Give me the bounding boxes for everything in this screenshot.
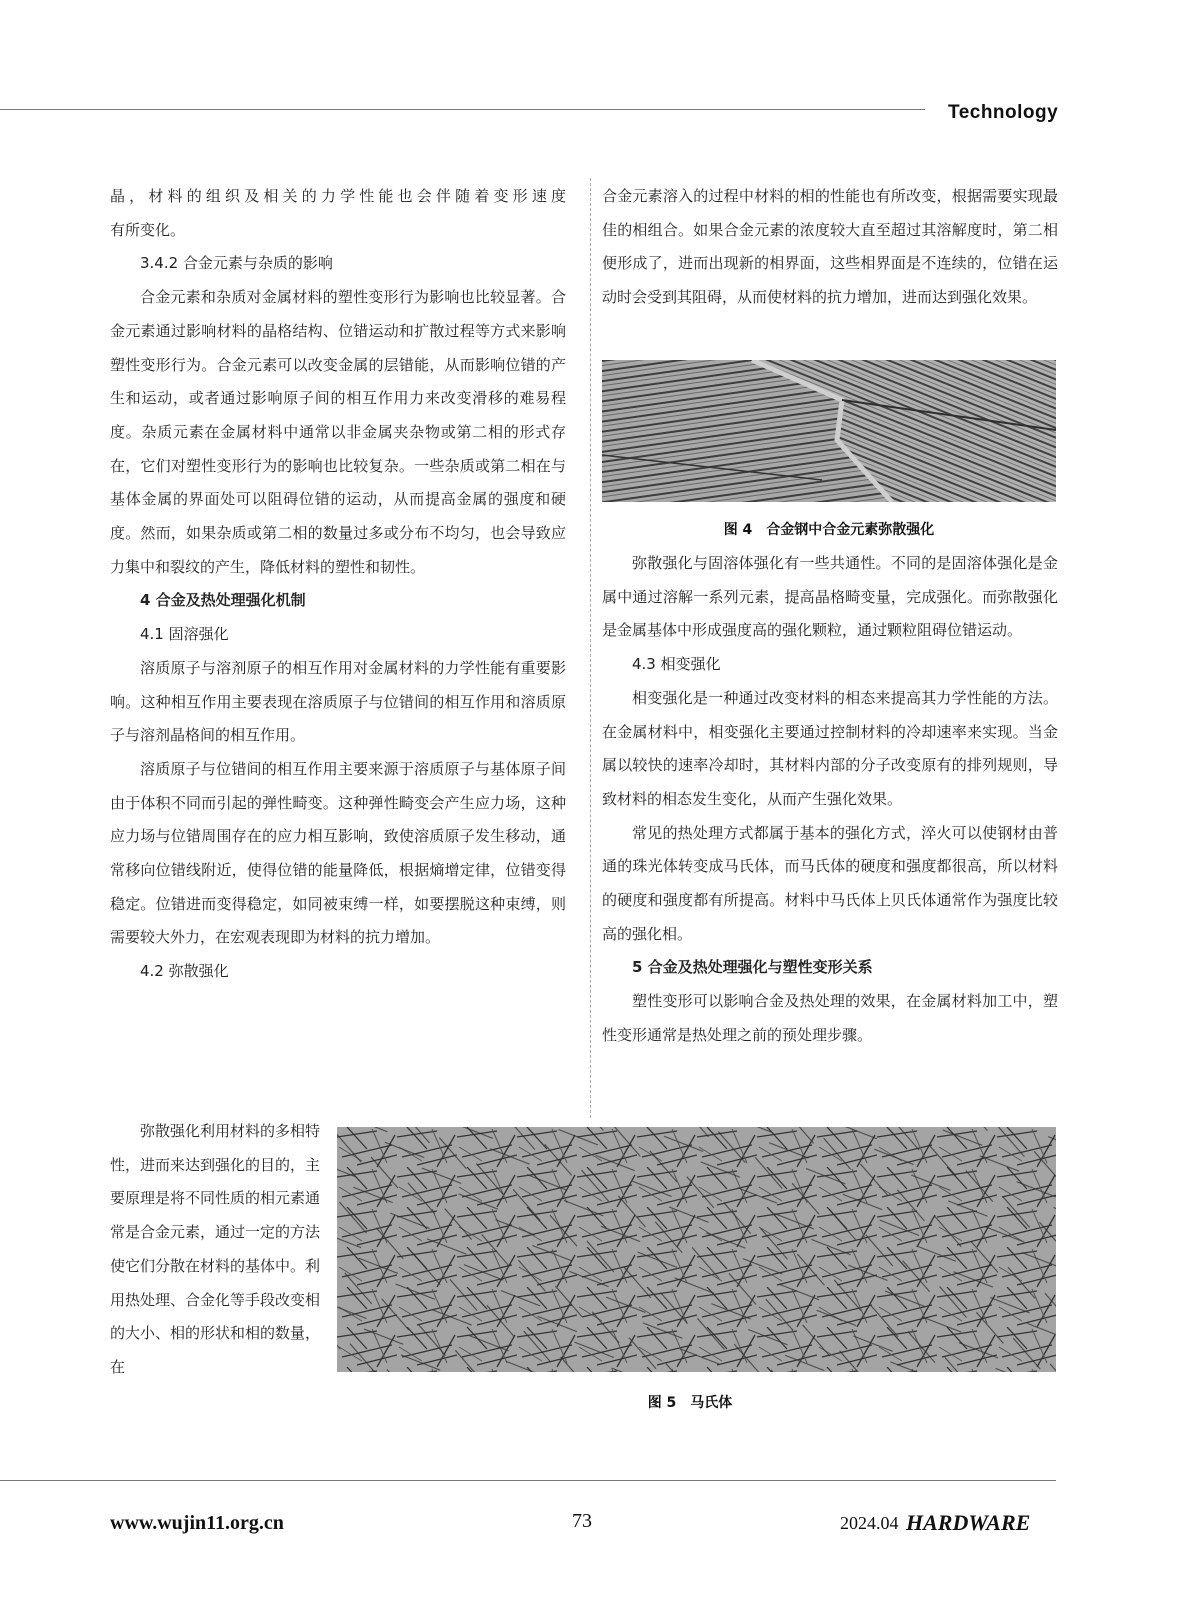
heading-5: 5 合金及热处理强化与塑性变形关系 <box>632 958 873 977</box>
figure-5-image <box>337 1127 1056 1372</box>
right-column-lower <box>602 547 1058 1053</box>
heading-4-3: 4.3 相变强化 <box>632 655 721 674</box>
paragraph-phase-combination: 合金元素溶入的过程中材料的相的性能也有所改变，根据需要实现最佳的相组合。如果合金元素的浓度较大直至超过其溶解度时，第二相便形成了，进而出现新的相界面，这些相界面是不连续的，位错在运动时会受到其阻碍，从而使材料的抗力增加，进而达到强化效果。 <box>602 187 1058 307</box>
paragraph-heat-treatment: 常见的热处理方式都属于基本的强化方式，淬火可以使钢材由普通的珠光体转变成马氏体，而马氏体的硬度和强度都很高，所以材料的硬度和强度都有所提高。材料中马氏体上贝氏体通常作为强度比较高的强化相。 <box>602 823 1058 943</box>
paragraph-solute-dislocation: 溶质原子与位错间的相互作用主要来源于溶质原子与基体原子间由于体积不同而引起的弹性畸变。这种弹性畸变会产生应力场，这种应力场与位错周围存在的应力相互影响，致使溶质原子发生移动，通常移向位错线附近，使得位错的能量降低，根据熵增定律，位错变得稳定。位错进而变得稳定，如同被束缚一样，如要摆脱这种束缚，则需要较大外力，在宏观表现即为材料的抗力增加。 <box>110 759 566 947</box>
paragraph-continued-line1: 晶，材料的组织及相关的力学性能也会伴随着变形速度 <box>110 187 566 205</box>
heading-4-2: 4.2 弥散强化 <box>140 962 229 981</box>
paragraph-dispersion-vs-solid: 弥散强化与固溶体强化有一些共通性。不同的是固溶体强化是金属中通过溶解一系列元素，提高晶格畸变量，完成强化。而弥散强化是金属基体中形成强度高的强化颗粒，通过颗粒阻碍位错运动。 <box>602 554 1058 640</box>
heading-4-1: 4.1 固溶强化 <box>140 625 229 644</box>
footer-website: www.wujin11.org.cn <box>110 1512 284 1534</box>
right-column <box>602 180 1058 315</box>
paragraph-phase-transformation: 相变强化是一种通过改变材料的相态来提高其力学性能的方法。在金属材料中，相变强化主要通过控制材料的冷却速率来实现。当金属以较快的速率冷却时，其材料内部的分子改变原有的排列规则，导致材料的相态发生变化，从而产生强化效果。 <box>602 688 1058 808</box>
section-label: Technology <box>948 102 1059 123</box>
header-rule <box>0 109 925 110</box>
left-column-narrow <box>110 1115 320 1385</box>
paragraph-dispersion-intro: 弥散强化利用材料的多相特性，进而来达到强化的目的，主要原理是将不同性质的相元素通常是合金元素，通过一定的方法使它们分散在材料的基体中。利用热处理、合金化等手段改变相的大小、相的形状和相的数量，在 <box>110 1122 321 1376</box>
paragraph-alloy-impurity: 合金元素和杂质对金属材料的塑性变形行为影响也比较显著。合金元素通过影响材料的晶格结构、位错运动和扩散过程等方式来影响塑性变形行为。合金元素可以改变金属的层错能，从而影响位错的产生和运动，或者通过影响原子间的相互作用力来改变滑移的难易程度。杂质元素在金属材料中通常以非金属夹杂物或第二相的形式存在，它们对塑性变形行为的影响也比较复杂。一些杂质或第二相在与基体金属的界面处可以阻碍位错的运动，从而提高金属的强度和硬度。然而，如果杂质或第二相的数量过多或分布不均匀，也会导致应力集中和裂纹的产生，降低材料的塑性和韧性。 <box>110 288 566 576</box>
paragraph-solute-solvent: 溶质原子与溶剂原子的相互作用对金属材料的力学性能有重要影响。这种相互作用主要表现在溶质原子与位错间的相互作用和溶质原子与溶剂晶格间的相互作用。 <box>110 658 566 745</box>
figure-4-image <box>602 360 1056 502</box>
figure-4-caption: 图 4 合金钢中合金元素弥散强化 <box>723 522 935 538</box>
paragraph-continued-line2: 有所变化。 <box>110 220 186 239</box>
column-divider <box>590 178 591 1118</box>
figure-5-caption: 图 5 马氏体 <box>647 1395 733 1411</box>
paragraph-plastic-deformation: 塑性变形可以影响合金及热处理的效果，在金属材料加工中，塑性变形通常是热处理之前的预处理步骤。 <box>602 992 1058 1044</box>
left-column <box>110 180 566 989</box>
magazine-name: HARDWARE <box>906 1510 1031 1535</box>
footer-rule <box>0 1480 1056 1481</box>
heading-3-4-2: 3.4.2 合金元素与杂质的影响 <box>140 254 333 273</box>
page-number: 73 <box>572 1510 592 1532</box>
heading-4: 4 合金及热处理强化机制 <box>140 591 306 610</box>
issue-date: 2024.04 <box>840 1513 899 1533</box>
